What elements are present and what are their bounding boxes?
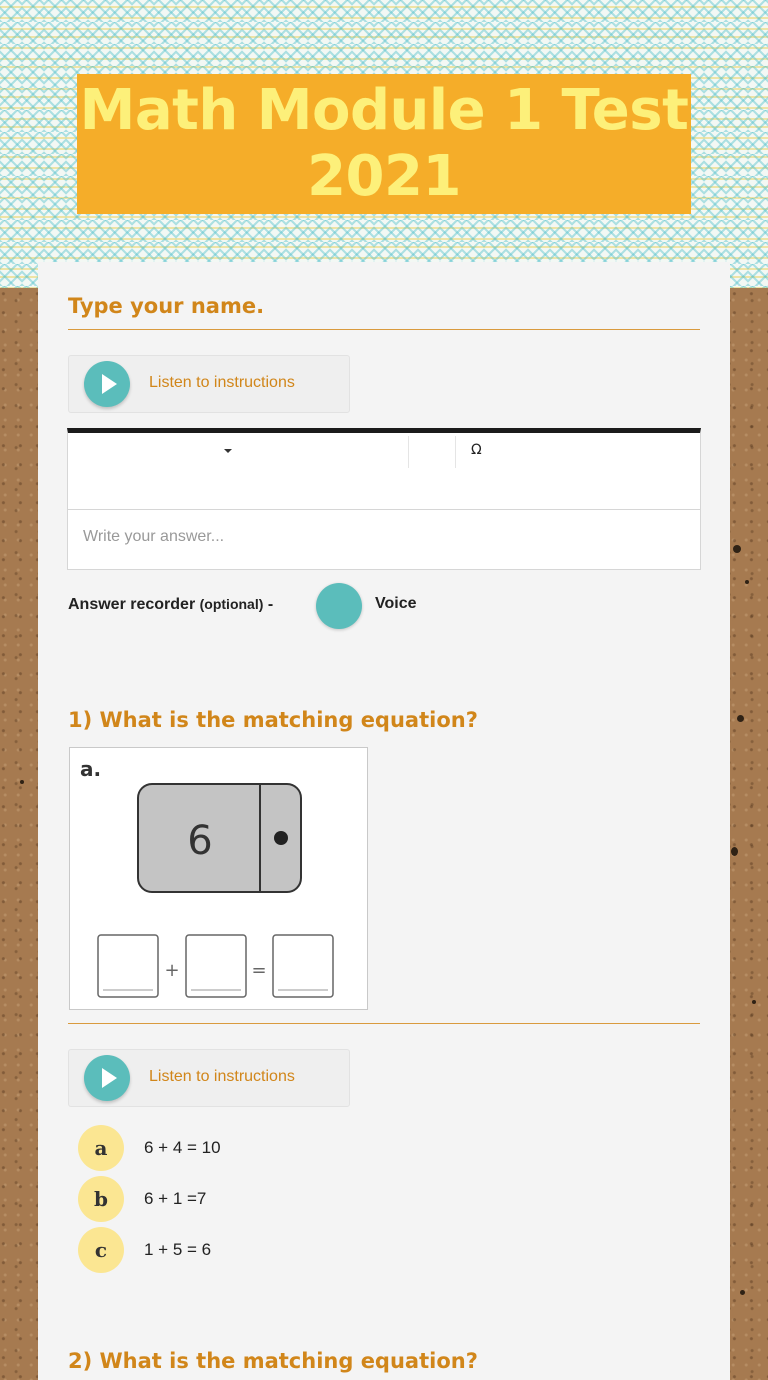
cork-speck xyxy=(737,715,744,722)
question-2-title: 2) What is the matching equation? xyxy=(68,1349,478,1373)
record-voice-button[interactable] xyxy=(316,583,362,629)
listen-label: Listen to instructions xyxy=(149,1068,295,1085)
page-title: Math Module 1 Test 2021 xyxy=(79,78,689,209)
question-1-title: 1) What is the matching equation? xyxy=(68,708,478,732)
cork-speck xyxy=(745,580,749,584)
listen-instructions-button[interactable] xyxy=(68,1049,350,1107)
title-banner xyxy=(77,74,691,214)
choice-a-button[interactable] xyxy=(78,1125,124,1171)
format-dropdown-icon[interactable] xyxy=(224,449,232,453)
worksheet-card xyxy=(38,262,730,1380)
recorder-optional: (optional) xyxy=(199,596,264,612)
choice-letter: b xyxy=(94,1187,108,1211)
choice-c-button[interactable] xyxy=(78,1227,124,1273)
toolbar-separator xyxy=(408,436,409,468)
divider xyxy=(68,329,700,330)
cork-speck xyxy=(731,847,738,856)
answer-input[interactable]: Write your answer... xyxy=(68,509,700,565)
choice-b-button[interactable] xyxy=(78,1176,124,1222)
question-1-image xyxy=(69,747,368,1010)
equals-sign: = xyxy=(251,960,267,981)
editor-toolbar xyxy=(68,433,700,470)
part-label: a. xyxy=(80,757,102,781)
recorder-label: Answer recorder xyxy=(68,596,196,613)
play-icon[interactable] xyxy=(84,361,130,407)
choice-letter: a xyxy=(94,1136,108,1160)
domino-dot-icon xyxy=(274,831,288,845)
choice-a-text[interactable]: 6 + 4 = 10 xyxy=(144,1138,221,1157)
play-icon[interactable] xyxy=(84,1055,130,1101)
toolbar-separator xyxy=(455,436,456,468)
divider xyxy=(68,1023,700,1024)
choice-b-text[interactable]: 6 + 1 =7 xyxy=(144,1189,207,1208)
domino-equation-illustration xyxy=(70,748,367,1009)
listen-label: Listen to instructions xyxy=(149,374,295,391)
choice-c-text[interactable]: 1 + 5 = 6 xyxy=(144,1240,212,1259)
special-characters-icon[interactable]: Ω xyxy=(471,442,482,458)
recorder-dash: - xyxy=(267,596,274,613)
cork-speck xyxy=(733,545,741,553)
choice-letter: c xyxy=(94,1238,108,1262)
domino-left-value: 6 xyxy=(187,818,213,864)
listen-instructions-button[interactable] xyxy=(68,355,350,413)
answer-recorder-label xyxy=(68,596,273,614)
cork-speck xyxy=(20,780,24,784)
cork-speck xyxy=(752,1000,756,1004)
plus-sign: + xyxy=(164,960,180,981)
cork-speck xyxy=(740,1290,745,1295)
name-question-title: Type your name. xyxy=(68,294,265,318)
answer-editor[interactable] xyxy=(67,428,701,570)
voice-label: Voice xyxy=(375,595,417,612)
answer-box-1 xyxy=(98,935,158,997)
answer-box-3 xyxy=(273,935,333,997)
answer-box-2 xyxy=(186,935,246,997)
